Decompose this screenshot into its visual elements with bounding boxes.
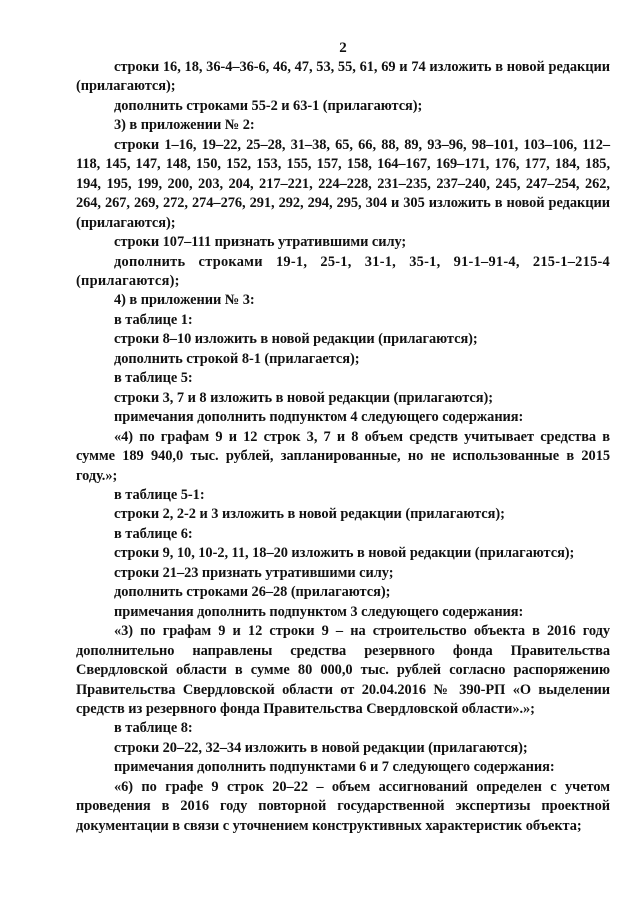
paragraph-5: строки 107–111 признать утратившими силу; xyxy=(114,234,407,251)
paragraph-24: строки 20–22, 32–34 изложить в новой редакции (прилагаются); xyxy=(114,739,528,756)
paragraph-11: в таблице 5: xyxy=(114,370,193,387)
paragraph-26: «6) по графе 9 строк 20–22 – объем ассигнований определен с учетом проведения в 2016 году повторной государственной экспертизы проектной документации в связи с уточнением конструктивных характеристик объекта; xyxy=(76,778,610,834)
paragraph-3: 3) в приложении № 2: xyxy=(114,117,255,134)
paragraph-15: в таблице 5-1: xyxy=(114,486,205,503)
paragraph-8: в таблице 1: xyxy=(114,311,193,328)
paragraph-6: дополнить строками 19-1, 25-1, 31-1, 35-1, 91-1–91-4, 215-1–215-4 (прилагаются); xyxy=(76,253,610,289)
paragraph-2: дополнить строками 55-2 и 63-1 (прилагаются); xyxy=(114,97,423,114)
paragraph-21: примечания дополнить подпунктом 3 следующего содержания: xyxy=(114,603,524,620)
paragraph-16: строки 2, 2-2 и 3 изложить в новой редакции (прилагаются); xyxy=(114,506,505,523)
page-number: 2 xyxy=(339,40,347,56)
document-body xyxy=(76,58,610,836)
paragraph-14: «4) по графам 9 и 12 строк 3, 7 и 8 объем средств учитывает средства в сумме 189 940,0 тыс. рублей, запланированные, но не использованные в 2015 году.»; xyxy=(76,428,610,484)
paragraph-9: строки 8–10 изложить в новой редакции (прилагаются); xyxy=(114,331,478,348)
paragraph-1: строки 16, 18, 36-4–36-6, 46, 47, 53, 55, 61, 69 и 74 изложить в новой редакции (прилагаются); xyxy=(76,59,610,95)
paragraph-10: дополнить строкой 8-1 (прилагается); xyxy=(114,350,360,367)
paragraph-25: примечания дополнить подпунктами 6 и 7 следующего содержания: xyxy=(114,759,555,776)
paragraph-7: 4) в приложении № 3: xyxy=(114,292,255,309)
paragraph-17: в таблице 6: xyxy=(114,525,193,542)
paragraph-20: дополнить строками 26–28 (прилагаются); xyxy=(114,584,391,601)
paragraph-23: в таблице 8: xyxy=(114,720,193,737)
paragraph-4: строки 1–16, 19–22, 25–28, 31–38, 65, 66, 88, 89, 93–96, 98–101, 103–106, 112– 118, 145, 147, 148, 150, 152, 153, 155, 157, 158, 164–167, 169–171, 176, 177, 184, 185, 194, 195, 199, 200, 203, 204, 217–221, 224–228, 231–235, 237–240, 245, 247–254, 262, 264, 267, 269, 272, 274–276, 291, 292, 294, 295, 304 и 305 изложить в новой редакции (прилагаются); xyxy=(76,136,610,231)
paragraph-18: строки 9, 10, 10-2, 11, 18–20 изложить в новой редакции (прилагаются); xyxy=(114,545,575,562)
paragraph-22: «3) по графам 9 и 12 строки 9 – на строительство объекта в 2016 году дополнительно направлены средства резервного фонда Правительства Свердловской области в сумме 80 000,0 тыс. рублей согласно распоряжению Правительства Свердловской области от 20.04.2016 № 390-РП «О выделении средств из резервного фонда Правительства Свердловской области».»; xyxy=(76,623,610,717)
paragraph-13: примечания дополнить подпунктом 4 следующего содержания: xyxy=(114,409,524,426)
paragraph-19: строки 21–23 признать утратившими силу; xyxy=(114,564,394,581)
paragraph-12: строки 3, 7 и 8 изложить в новой редакции (прилагаются); xyxy=(114,389,493,406)
